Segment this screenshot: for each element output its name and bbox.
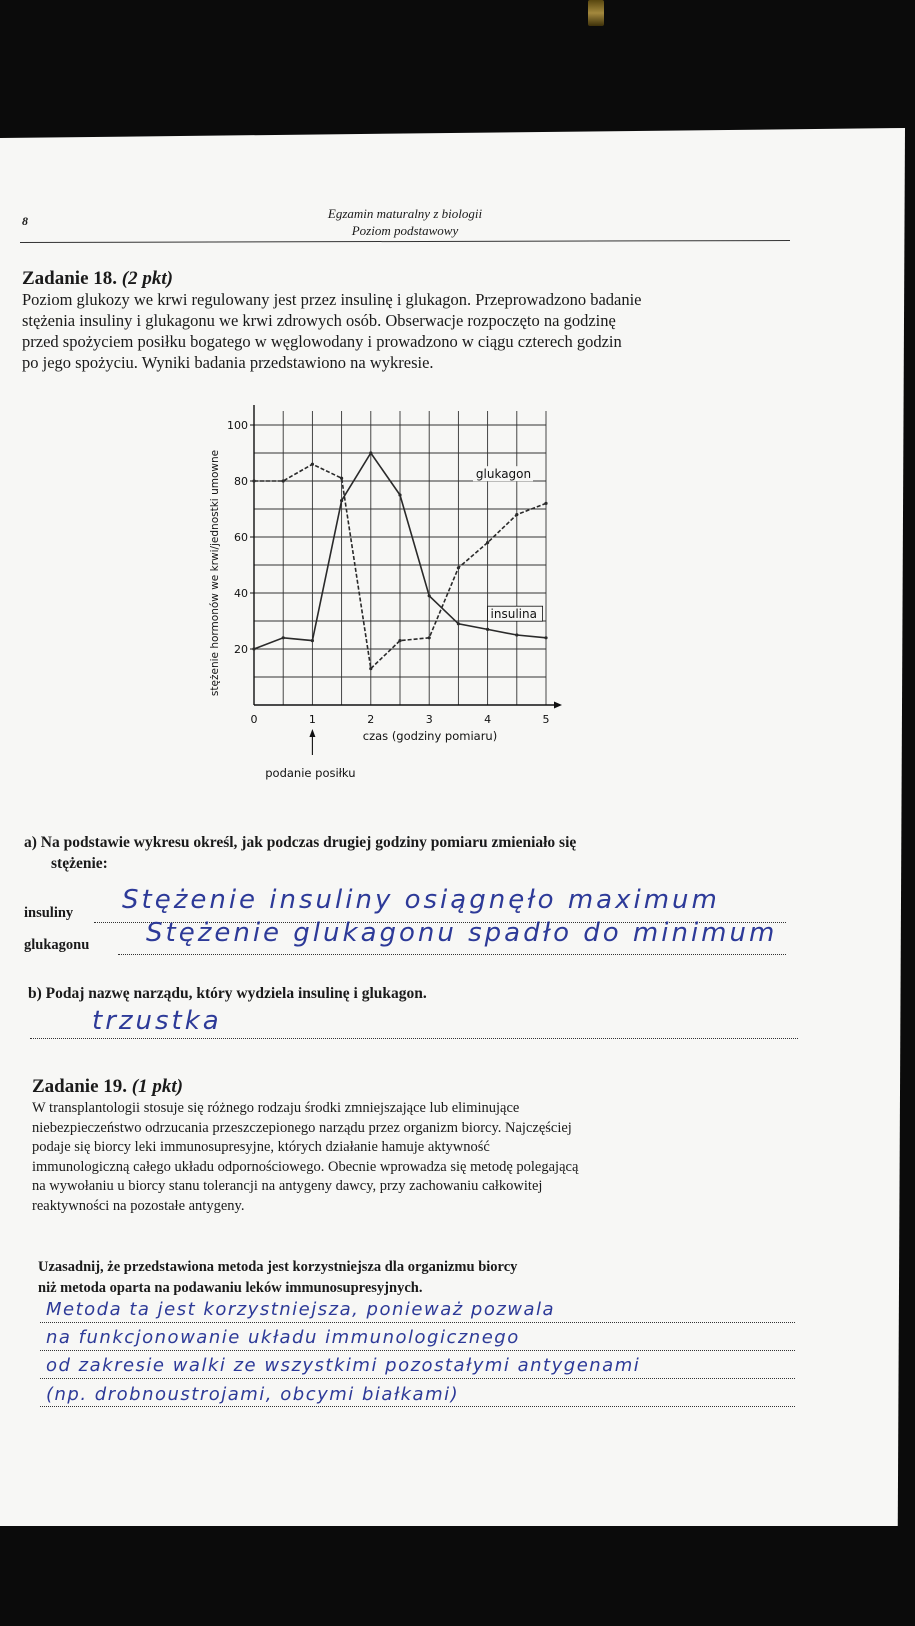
x-tick-label: 3 <box>425 713 433 726</box>
chart-labels <box>209 419 550 780</box>
task18-intro-line: stężenia insuliny i glukagonu we krwi zdrowych osób. Obserwacje rozpoczęto na godzinę <box>22 311 616 330</box>
question-a <box>24 832 794 874</box>
y-tick-label: 20 <box>234 643 248 656</box>
task18-intro-line: Poziom glukozy we krwi regulowany jest przez insulinę i glukagon. Przeprowadzono badanie <box>22 290 642 309</box>
x-tick-label: 1 <box>308 713 316 726</box>
exam-title: Egzamin maturalny z biologii <box>327 206 483 221</box>
answer19-text: Metoda ta jest korzystniejsza, ponieważ pozwala <box>46 1299 556 1320</box>
answer19-text: od zakresie walki ze wszystkimi pozostałymi antygenami <box>46 1355 641 1376</box>
task18-intro <box>22 289 790 373</box>
question-a-line: a) Na podstawie wykresu określ, jak podczas drugiej godziny pomiaru zmieniało się <box>24 834 577 851</box>
y-tick-label: 40 <box>234 587 248 600</box>
y-axis-label: stężenie hormonów we krwi/jednostki umowne <box>209 449 221 697</box>
data-point-insulina <box>398 493 401 496</box>
data-point-insulina <box>428 594 431 597</box>
task18-title <box>22 268 173 290</box>
background-object <box>588 0 604 26</box>
data-point-glukagon <box>457 566 460 569</box>
data-point-insulina <box>457 622 460 625</box>
answer19-text: (np. drobnoustrojami, obcymi białkami) <box>46 1384 460 1405</box>
data-point-glukagon <box>398 639 401 642</box>
data-point-glukagon <box>428 636 431 639</box>
task18-intro-line: po jego spożyciu. Wyniki badania przedstawiono na wykresie. <box>22 353 434 372</box>
answer19-line <box>40 1378 795 1379</box>
task19-intro <box>32 1099 797 1216</box>
question-a-line: stężenie: <box>51 855 108 872</box>
question-b: b) Podaj nazwę narządu, który wydziela insulinę i glukagon. <box>28 985 427 1002</box>
x-tick-label: 5 <box>542 713 550 726</box>
data-point-insulina <box>252 647 255 650</box>
answer19-text: na funkcjonowanie układu immunologicznego <box>46 1327 520 1348</box>
meal-arrow-head <box>309 729 315 737</box>
data-point-glukagon <box>340 477 343 480</box>
data-point-glukagon <box>311 463 314 466</box>
exam-header <box>250 205 560 239</box>
data-point-insulina <box>311 639 314 642</box>
task19-question-line: niż metoda oparta na podawaniu leków immunosupresyjnych. <box>38 1280 423 1296</box>
organ-answer: trzustka <box>92 1006 222 1036</box>
y-tick-label: 60 <box>234 531 248 544</box>
data-point-glukagon <box>282 479 285 482</box>
task19-question <box>38 1257 798 1299</box>
data-point-insulina <box>486 628 489 631</box>
data-point-glukagon <box>369 667 372 670</box>
data-point-insulina <box>369 451 372 454</box>
x-axis-arrow <box>554 702 562 709</box>
chart-axes <box>250 405 562 709</box>
task19-intro-line: na wywołaniu u biorcy stanu tolerancji na antygeny dawcy, przy zachowaniu całkowitej <box>32 1178 543 1194</box>
answer19-line <box>40 1322 795 1323</box>
series-label-glukagon: glukagon <box>475 467 532 482</box>
answer19-line <box>40 1350 795 1351</box>
data-point-glukagon <box>544 502 547 505</box>
page-number: 8 <box>22 214 28 228</box>
y-tick-label: 100 <box>227 419 248 432</box>
hormone-chart <box>196 405 616 820</box>
organ-answer-line <box>30 1038 798 1039</box>
task19-intro-line: reaktywności na pozostałe antygeny. <box>32 1197 245 1214</box>
answer19-line <box>40 1406 795 1407</box>
data-point-glukagon <box>515 513 518 516</box>
data-point-glukagon <box>252 479 255 482</box>
task19-intro-line: immunologiczną całego układu odpornościowego. Obecnie wprowadza się metodę polegającą <box>32 1158 579 1175</box>
data-point-insulina <box>282 636 285 639</box>
meal-annotation: podanie posiłku <box>265 766 356 780</box>
chart-grid <box>254 411 546 705</box>
task18-intro-line: przed spożyciem posiłku bogatego w węglowodany i prowadzono w ciągu czterech godzin <box>22 332 622 351</box>
insulin-answer: Stężenie insuliny osiągnęło maximum <box>122 885 720 915</box>
task19-intro-line: W transplantologii stosuje się różnego rodzaju środki zmniejszające lub eliminujące <box>32 1100 520 1116</box>
data-point-insulina <box>544 636 547 639</box>
task19-intro-line: niebezpieczeństwo odrzucania przeszczepionego narządu przez organizm biorcy. Najczęściej <box>32 1119 572 1136</box>
task19-intro-line: podaje się biorcy leki immunosupresyjne, których działanie hamuje aktywność <box>32 1139 490 1155</box>
exam-level: Poziom podstawowy <box>351 223 459 238</box>
data-point-insulina <box>340 499 343 502</box>
task19-points: (1 pkt) <box>131 1076 183 1097</box>
x-tick-label: 4 <box>484 713 492 726</box>
x-tick-label: 0 <box>250 713 258 726</box>
data-point-insulina <box>515 633 518 636</box>
data-point-glukagon <box>486 541 489 544</box>
task19-question-line: Uzasadnij, że przedstawiona metoda jest korzystniejsza dla organizmu biorcy <box>38 1259 518 1275</box>
glucagon-label: glukagonu <box>24 937 90 953</box>
glucagon-answer-line <box>118 954 786 955</box>
x-tick-label: 2 <box>367 713 375 726</box>
series-label-insulina: insulina <box>490 607 537 622</box>
glucagon-answer: Stężenie glukagonu spadło do minimum <box>146 918 778 948</box>
task19-title <box>32 1076 183 1098</box>
x-axis-label: czas (godziny pomiaru) <box>362 729 498 743</box>
insulin-label: insuliny <box>24 905 74 921</box>
task18-points: (2 pkt) <box>121 268 173 289</box>
task18-number: Zadanie 18. <box>22 268 118 289</box>
y-tick-label: 80 <box>234 475 248 488</box>
task19-number: Zadanie 19. <box>32 1076 128 1097</box>
